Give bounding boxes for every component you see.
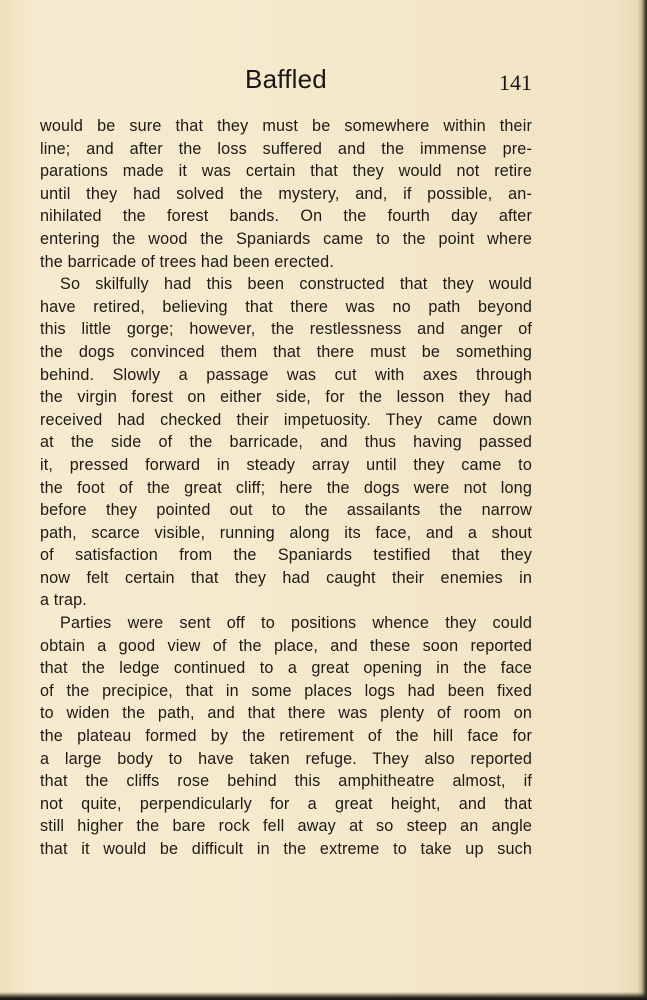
text-line: not quite, perpendicularly for a great height, and that: [40, 794, 532, 813]
text-line: Parties were sent off to positions whence they could: [60, 614, 532, 633]
text-line: the dogs convinced them that there must be something: [40, 342, 532, 361]
text-line: the foot of the great cliff; here the dogs were not long: [40, 478, 532, 497]
text-line: path, scarce visible, running along its face, and a shout: [40, 523, 532, 542]
page-header: [40, 64, 532, 100]
text-line: parations made it was certain that they would not retire: [40, 162, 532, 181]
text-line: nihilated the forest bands. On the fourth day after: [40, 207, 532, 226]
text-line: of satisfaction from the Spaniards testified that they: [40, 546, 532, 565]
text-line: obtain a good view of the place, and these soon reported: [40, 636, 532, 655]
text-line: this little gorge; however, the restlessness and anger of: [40, 320, 532, 339]
text-line: the barricade of trees had been erected.: [40, 252, 334, 271]
text-line: before they pointed out to the assailants the narrow: [40, 501, 532, 520]
text-line: of the precipice, that in some places logs had been fixed: [40, 681, 532, 700]
text-line: entering the wood the Spaniards came to the point where: [40, 229, 532, 248]
text-line: have retired, believing that there was no path beyond: [40, 297, 532, 316]
text-line: a large body to have taken refuge. They also reported: [40, 749, 532, 768]
text-line: that it would be difficult in the extreme to take up such: [40, 840, 532, 858]
text-line: it, pressed forward in steady array until they came to: [40, 455, 532, 474]
text-line: received had checked their impetuosity. They came down: [40, 410, 532, 429]
text-line: still higher the bare rock fell away at so steep an angle: [40, 817, 532, 836]
text-line: So skilfully had this been constructed that they would: [60, 275, 532, 294]
running-title: Baffled: [245, 64, 327, 94]
text-line: at the side of the barricade, and thus having passed: [40, 433, 532, 452]
text-line: that the ledge continued to a great opening in the face: [40, 659, 532, 678]
page-bottom-edge-shadow: [0, 992, 647, 1000]
text-line: until they had solved the mystery, and, if possible, an-: [40, 184, 532, 203]
text-line: line; and after the loss suffered and the immense pre-: [40, 139, 532, 158]
text-line: to widen the path, and that there was plenty of room on: [40, 704, 532, 723]
page-number: 141: [499, 70, 532, 95]
text-line: would be sure that they must be somewhere within their: [40, 117, 532, 135]
body-text: [40, 115, 532, 861]
text-line: now felt certain that they had caught their enemies in: [40, 568, 532, 587]
page-right-edge-shadow: [637, 0, 647, 1000]
text-line: the virgin forest on either side, for the lesson they had: [40, 388, 532, 407]
text-line: that the cliffs rose behind this amphitheatre almost, if: [40, 772, 532, 791]
text-line: the plateau formed by the retirement of the hill face for: [40, 727, 532, 746]
text-line: behind. Slowly a passage was cut with axes through: [40, 365, 532, 384]
text-line: a trap.: [40, 591, 87, 610]
